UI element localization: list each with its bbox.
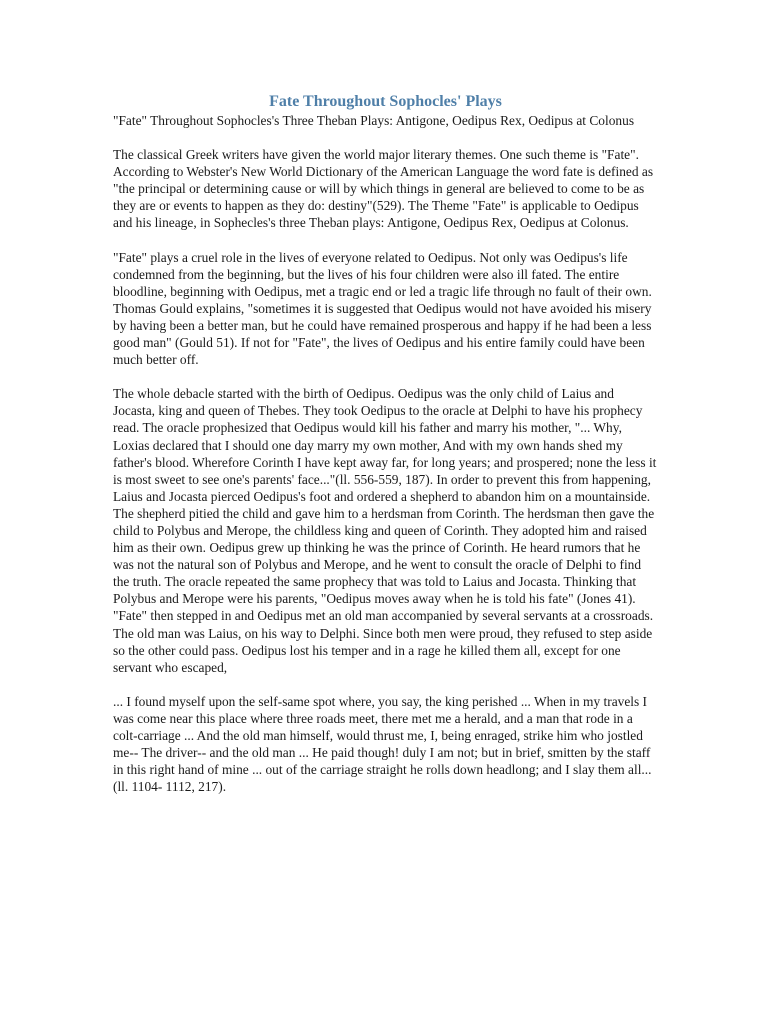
paragraph-quotation: ... I found myself upon the self-same spot where, you say, the king perished ... When in my travels I was come near this place where three roads meet, there met me a herald, and a man that rode in a colt-carriage ... And the old man himself, would thrust me, I, being enraged, strike him who jostled me-- The driver-- and the old man ... He paid though! duly I am not; but in brief, smitten by the staff in this right hand of mine ... out of the carriage straight he rolls down headlong; and I slay them all...(ll. 1104- 1112, 217). — [113, 693, 652, 795]
paragraph-intro: The classical Greek writers have given the world major literary themes. One such theme is "Fate". According to Webster's New World Dictionary of the American Language the word fate is defined as "the principal or determining cause or will by which things in general are believed to come to be as they are or events to happen as they do: destiny"(529). The Theme "Fate" is applicable to Oedipus and his lineage, in Sophecles's three Theban plays: Antigone, Oedipus Rex, Oedipus at Colonus. — [113, 147, 654, 231]
document-title: Fate Throughout Sophocles' Plays — [269, 93, 502, 110]
paragraph-debacle: The whole debacle started with the birth of Oedipus. Oedipus was the only child of Laius and Jocasta, king and queen of Thebes. They took Oedipus to the oracle at Delphi to have his prophecy read. The oracle prophesized that Oedipus would kill his father and marry his mother, "... Why, Loxias declared that I should one day marry my own mother, And with my own hands shed my father's blood. Wherefore Corinth I have kept away far, for long years; and prospered; none the less it is most sweet to see one's parents' face..."(ll. 556-559, 187). In order to prevent this from happening, Laius and Jocasta pierced Oedipus's foot and ordered a shepherd to abandon him on a mountainside. The shepherd pitied the child and gave him to a herdsman from Corinth. The herdsman then gave the child to Polybus and Merope, the childless king and queen of Corinth. They adopted him and raised him as their own. Oedipus grew up thinking he was the prince of Corinth. He heard rumors that he was not the natural son of Polybus and Merope, and he went to consult the oracle of Delphi to find the truth. The oracle repeated the same prophecy that was told to Laius and Jocasta. Thinking that Polybus and Merope were his parents, "Oedipus moves away when he is told his fate" (Jones 41). "Fate" then stepped in and Oedipus met an old man accompanied by several servants at a crossroads. The old man was Laius, on his way to Delphi. Since both men were proud, they refused to step aside so the other could pass. Oedipus lost his temper and in a rage he killed them all, except for one servant who escaped, — [113, 386, 657, 675]
document-page — [113, 92, 658, 812]
paragraph-cruel-role: "Fate" plays a cruel role in the lives of everyone related to Oedipus. Not only was Oedipus's life condemned from the beginning, but the lives of his four children were also ill fated. The entire bloodline, beginning with Oedipus, met a tragic end or led a tragic life through no fault of their own. Thomas Gould explains, "sometimes it is suggested that Oedipus would not have avoided his misery by having been a better man, but he could have remained prosperous and happy if he had been a less good man" (Gould 51). If not for "Fate", the lives of Oedipus and his entire family could have been much better off. — [113, 249, 652, 368]
document-subtitle: "Fate" Throughout Sophocles's Three Theban Plays: Antigone, Oedipus Rex, Oedipus at Colonus — [113, 113, 635, 128]
